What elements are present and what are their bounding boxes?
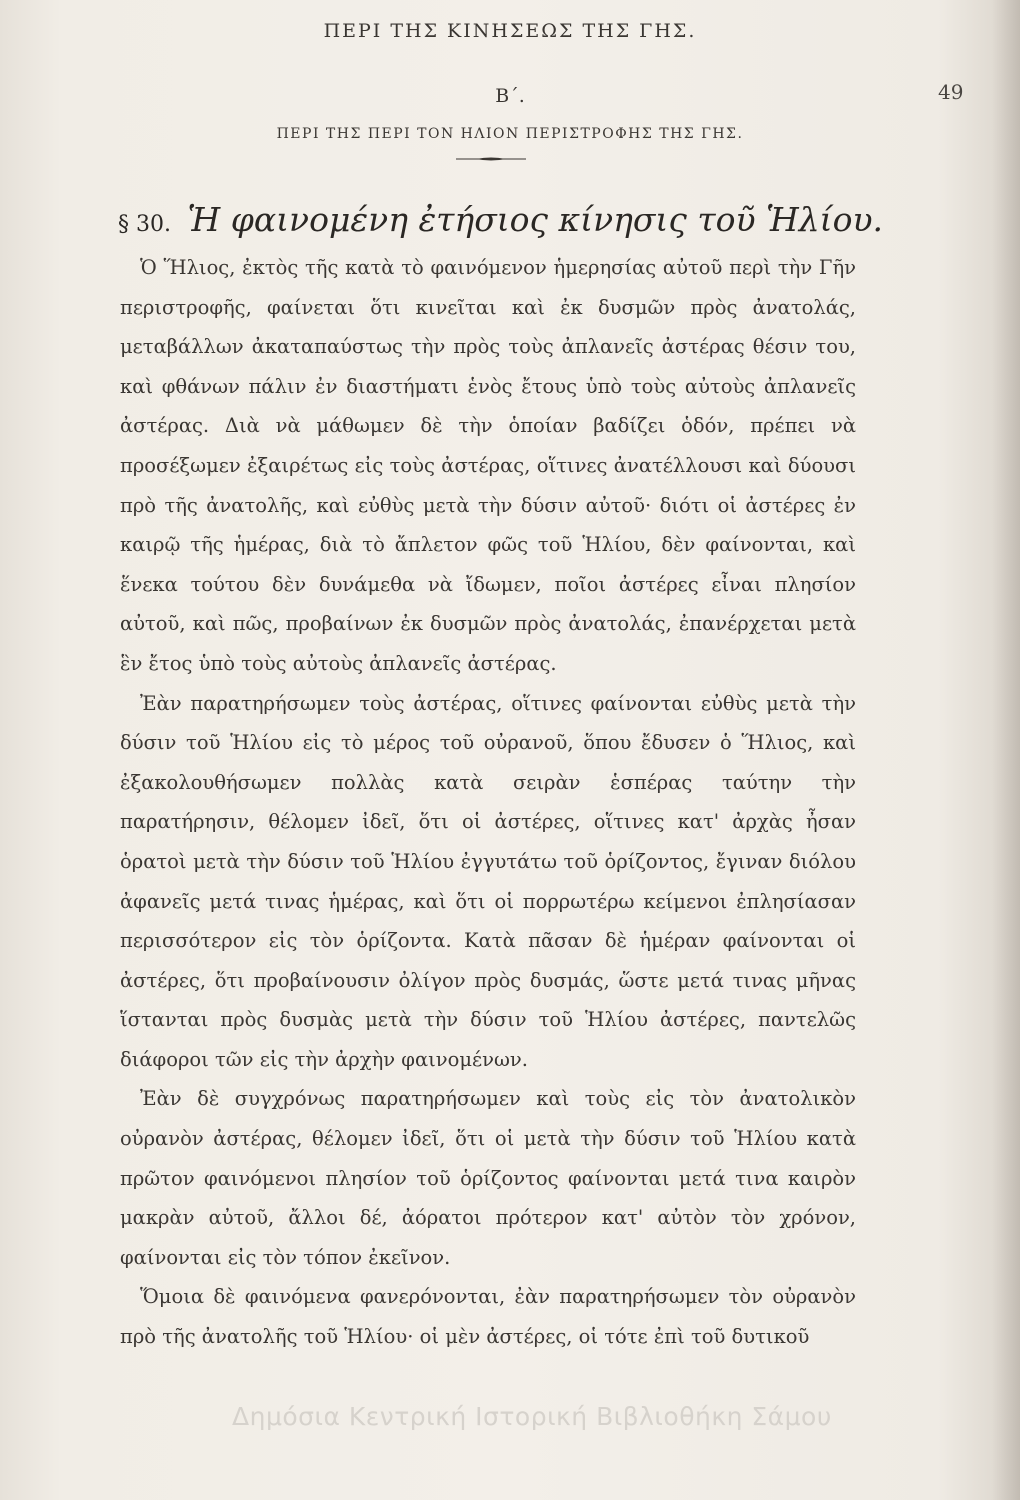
- section-number: § 30.: [118, 212, 171, 237]
- paragraph: Ἐὰν δὲ συγχρόνως παρατηρήσωμεν καὶ τοὺς εἰς τὸν ἀνατολικὸν οὐρανὸν ἀστέρας, θέλομεν ἰδεῖ, ὅτι οἱ μετὰ τὴν δύσιν τοῦ Ἡλίου κατὰ πρῶτον φαινόμενοι πλησίον τοῦ ὁρίζοντος φαίνονται μετά τινα καιρὸν μακρὰν αὐτοῦ, ἄλλοι δέ, ἀόρατοι πρότερον κατ' αὐτὸν τὸν χρόνον, φαίνονται εἰς τὸν τόπον ἐκεῖνον.: [120, 1087, 856, 1269]
- section-title: Ἡ φαινομένη ἐτήσιος κίνησις τοῦ Ἡλίου.: [187, 200, 884, 239]
- paragraph: Ἐὰν παρατηρήσωμεν τοὺς ἀστέρας, οἵτινες φαίνονται εὐθὺς μετὰ τὴν δύσιν τοῦ Ἡλίου εἰς τὸ μέρος τοῦ οὐρανοῦ, ὅπου ἔδυσεν ὁ Ἥλιος, καὶ ἐξακολουθήσωμεν πολλὰς κατὰ σειρὰν ἑσπέρας ταύτην τὴν παρατήρησιν, θέλομεν ἰδεῖ, ὅτι οἱ ἀστέρες, οἵτινες κατ' ἀρχὰς ἦσαν ὁρατοὶ μετὰ τὴν δύσιν τοῦ Ἡλίου ἐγγυτάτω τοῦ ὁρίζοντος, ἔγιναν διόλου ἀφανεῖς μετά τινας ἡμέρας, καὶ ὅτι οἱ πορρωτέρω κείμενοι ἐπλησίασαν περισσότερον εἰς τὸν ὁρίζοντα. Κατὰ πᾶσαν δὲ ἡμέραν φαίνονται οἱ ἀστέρες, ὅτι προβαίνουσιν ὀλίγον πρὸς δυσμάς, ὥστε μετά τινας μῆνας ἵστανται πρὸς δυσμὰς μετὰ τὴν δύσιν τοῦ Ἡλίου ἀστέρες, παντελῶς διάφοροι τῶν εἰς τὴν ἀρχὴν φαινομένων.: [120, 691, 856, 1071]
- body-text: [120, 248, 856, 1357]
- running-head: ΠΕΡΙ ΤΗΣ ΚΙΝΗΣΕΩΣ ΤΗΣ ΓΗΣ.: [323, 20, 697, 42]
- part-title: ΠΕΡΙ ΤΗΣ ΠΕΡΙ ΤΟΝ ΗΛΙΟΝ ΠΕΡΙΣΤΡΟΦΗΣ ΤΗΣ ΓΗΣ.: [276, 126, 744, 142]
- paragraph: Ὁ Ἥλιος, ἐκτὸς τῆς κατὰ τὸ φαινόμενον ἡμερησίας αὐτοῦ περὶ τὴν Γῆν περιστροφῆς, φαίνεται ὅτι κινεῖται καὶ ἐκ δυσμῶν πρὸς ἀνατολάς, μεταβάλλων ἀκαταπαύστως τὴν πρὸς τοὺς ἀπλανεῖς ἀστέρας θέσιν του, καὶ φθάνων πάλιν ἐν διαστήματι ἑνὸς ἔτους ὑπὸ τοὺς αὐτοὺς ἀπλανεῖς ἀστέρας. Διὰ νὰ μάθωμεν δὲ τὴν ὁποίαν βαδίζει ὁδόν, πρέπει νὰ προσέξωμεν ἐξαιρέτως εἰς τοὺς ἀστέρας, οἵτινες ἀνατέλλουσι καὶ δύουσι πρὸ τῆς ἀνατολῆς, καὶ εὐθὺς μετὰ τὴν δύσιν αὐτοῦ· διότι οἱ ἀστέρες ἐν καιρῷ τῆς ἡμέρας, διὰ τὸ ἄπλετον φῶς τοῦ Ἡλίου, δὲν φαίνονται, καὶ ἕνεκα τούτου δὲν δυνάμεθα νὰ ἴδωμεν, ποῖοι ἀστέρες εἶναι πλησίον αὐτοῦ, καὶ πῶς, προβαίνων ἐκ δυσμῶν πρὸς ἀνατολάς, ἐπανέρχεται μετὰ ἓν ἔτος ὑπὸ τοὺς αὐτοὺς ἀπλανεῖς ἀστέρας.: [120, 256, 856, 675]
- paragraph: Ὅμοια δὲ φαινόμενα φανερόνονται, ἐὰν παρατηρήσωμεν τὸν οὐρανὸν πρὸ τῆς ἀνατολῆς τοῦ Ἡλίου· οἱ μὲν ἀστέρες, οἱ τότε ἐπὶ τοῦ δυτικοῦ: [120, 1285, 856, 1349]
- page-number: 49: [938, 80, 964, 104]
- library-watermark: Δημόσια Κεντρική Ιστορική Βιβλιοθήκη Σάμου: [232, 1402, 832, 1431]
- section-heading: [118, 200, 884, 239]
- page-edge-shadow: [992, 0, 1020, 1500]
- part-label: Β΄.: [495, 85, 525, 107]
- ornament-rule: [456, 156, 526, 162]
